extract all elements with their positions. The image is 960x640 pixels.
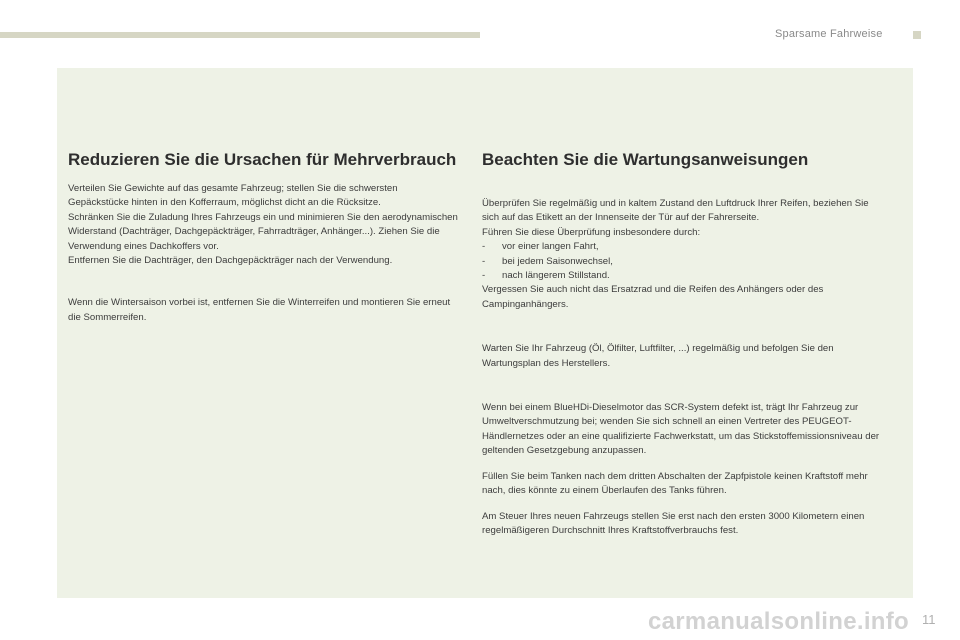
left-column [68, 150, 458, 325]
list-item: - bei jedem Saisonwechsel, [482, 255, 882, 269]
page-number: 11 [922, 612, 936, 627]
right-paragraph: Warten Sie Ihr Fahrzeug (Öl, Ölfilter, Luftfilter, ...) regelmäßig und befolgen Sie den Wartungsplan des Herstellers. [482, 343, 834, 369]
right-intro: Überprüfen Sie regelmäßig und in kaltem Zustand den Luftdruck Ihrer Reifen, beziehen Sie sich auf das Etikett an der Innenseite der Tür auf der Fahrerseite. [482, 198, 869, 224]
list-item: - vor einer langen Fahrt, [482, 240, 882, 254]
right-column [482, 150, 882, 538]
right-paragraph: Am Steuer Ihres neuen Fahrzeugs stellen Sie erst nach den ersten 3000 Kilometern einen regelmäßigeren Durchschnitt Ihres Kraftstoffverbrauchs fest. [482, 510, 865, 536]
section-title: Sparsame Fahrweise [775, 28, 883, 40]
header-square-marker [913, 31, 921, 39]
right-heading: Beachten Sie die Wartungsanweisungen [482, 150, 809, 169]
list-item: - nach längerem Stillstand. [482, 269, 882, 283]
right-intro: Führen Sie diese Überprüfung insbesondere durch: [482, 226, 701, 238]
left-paragraph: Schränken Sie die Zuladung Ihres Fahrzeugs ein und minimieren Sie den aerodynamischen Widerstand (Dachträger, Dachgepäckträger, Fahrradträger, Anhänger...). Ziehen Sie die Verwendung eines Dachkoffers vor. [68, 211, 458, 252]
right-paragraph: Füllen Sie beim Tanken nach dem dritten Abschalten der Zapfpistole keinen Kraftstoff mehr nach, dies könnte zu einem Überlaufen des Tanks führen. [482, 470, 868, 497]
list-marker: - [482, 270, 486, 282]
left-paragraph: Entfernen Sie die Dachträger, den Dachgepäckträger nach der Verwendung. [68, 255, 393, 267]
right-paragraph: Wenn bei einem BlueHDi-Dieselmotor das SCR-System defekt ist, trägt Ihr Fahrzeug zur Umweltverschmutzung bei; wenden Sie sich schnell an einen Vertreter des PEUGEOT-Händlernetzes oder an eine qualifizierte Fachwerkstatt, um das Stickstoffemissionsniveau der geltenden Gesetzgebung anzupassen. [482, 402, 880, 457]
tire-check-list [482, 240, 882, 283]
list-marker: - [482, 255, 486, 267]
left-paragraph: Wenn die Wintersaison vorbei ist, entfernen Sie die Winterreifen und montieren Sie erneut die Sommerreifen. [68, 297, 451, 323]
watermark: carmanualsonline.info [648, 608, 910, 635]
left-heading: Reduzieren Sie die Ursachen für Mehrverbrauch [68, 150, 457, 169]
right-paragraph: Vergessen Sie auch nicht das Ersatzrad und die Reifen des Anhängers oder des Campinganhängers. [482, 284, 824, 310]
header-accent-bar [0, 32, 480, 38]
list-marker: - [482, 241, 486, 253]
left-paragraph: Verteilen Sie Gewichte auf das gesamte Fahrzeug; stellen Sie die schwersten Gepäckstücke hinten in den Kofferraum, möglichst dicht an die Rücksitze. [68, 183, 398, 209]
